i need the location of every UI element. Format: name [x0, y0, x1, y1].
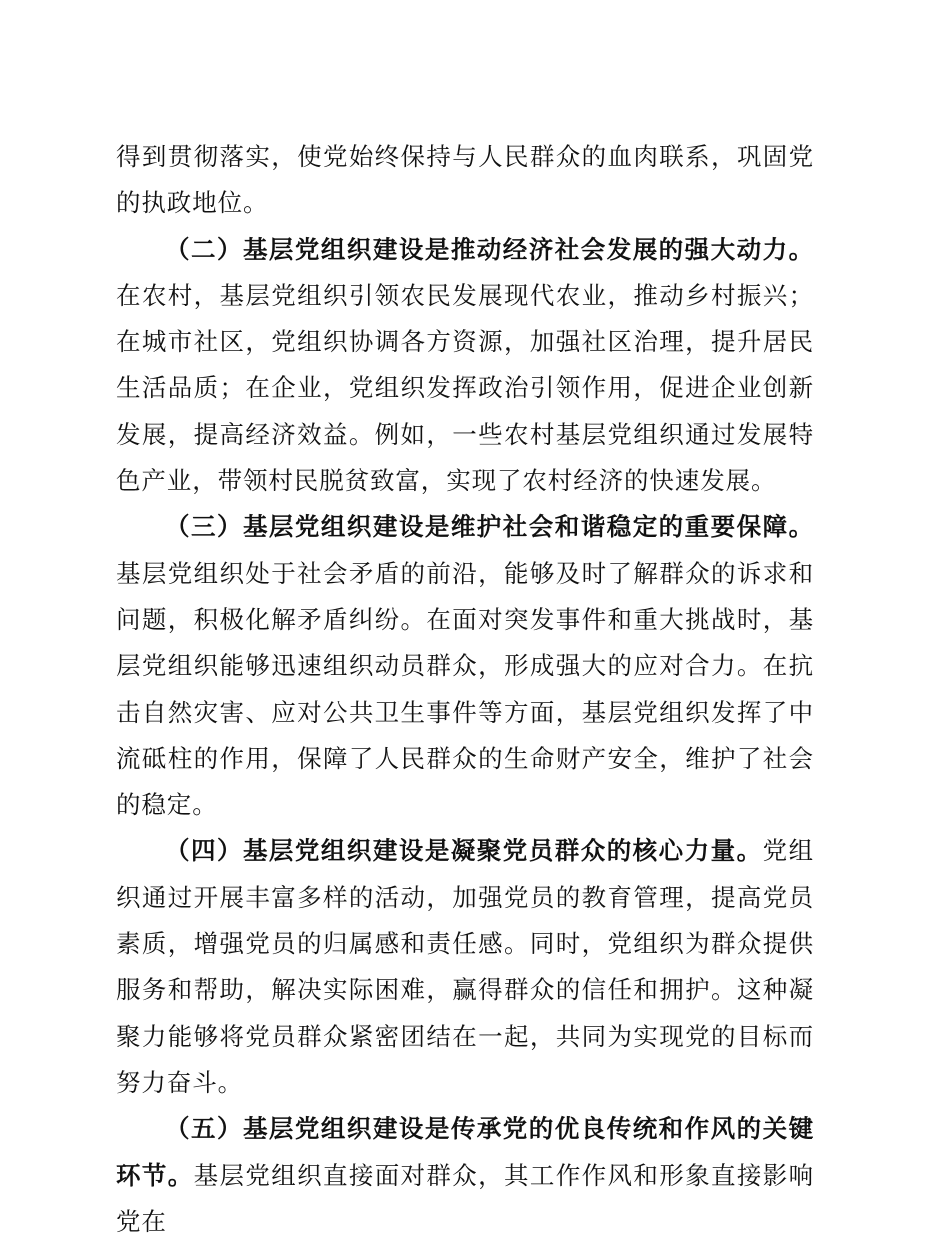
section-heading: （三）基层党组织建设是维护社会和谐稳定的重要保障。 [165, 512, 814, 542]
paragraph-text: 基层党组织处于社会矛盾的前沿，能够及时了解群众的诉求和问题，积极化解矛盾纠纷。在面对突发事件和重大挑战时，基层党组织能够迅速组织动员群众，形成强大的应对合力。在抗击自然灾害、应对公共卫生事件等方面，基层党组织发挥了中流砥柱的作用，保障了人民群众的生命财产安全，维护了社会的稳定。 [116, 558, 814, 820]
document-body [116, 134, 814, 1245]
section-heading: （二）基层党组织建设是推动经济社会发展的强大动力。 [165, 234, 814, 264]
paragraph-section-5 [116, 1106, 814, 1245]
paragraph-section-4 [116, 828, 814, 1106]
section-heading: （五）基层党组织建设是传承党的优良传统和作风的关键环节。 [116, 1114, 814, 1190]
paragraph-section-3 [116, 504, 814, 828]
section-heading: （四）基层党组织建设是凝聚党员群众的核心力量。 [165, 836, 763, 866]
paragraph-text: 基层党组织直接面对群众，其工作作风和形象直接影响党在 [116, 1160, 814, 1236]
paragraph-continuation [116, 134, 814, 227]
paragraph-section-2 [116, 227, 814, 505]
paragraph-text: 在农村，基层党组织引领农民发展现代农业，推动乡村振兴；在城市社区，党组织协调各方资源，加强社区治理，提升居民生活品质；在企业，党组织发挥政治引领作用，促进企业创新发展，提高经济效益。例如，一些农村基层党组织通过发展特色产业，带领村民脱贫致富，实现了农村经济的快速发展。 [116, 280, 814, 496]
paragraph-text: 党组织通过开展丰富多样的活动，加强党员的教育管理，提高党员素质，增强党员的归属感和责任感。同时，党组织为群众提供服务和帮助，解决实际困难，赢得群众的信任和拥护。这种凝聚力能够将党员群众紧密团结在一起，共同为实现党的目标而努力奋斗。 [116, 836, 814, 1097]
paragraph-text: 得到贯彻落实，使党始终保持与人民群众的血肉联系，巩固党的执政地位。 [116, 142, 814, 218]
